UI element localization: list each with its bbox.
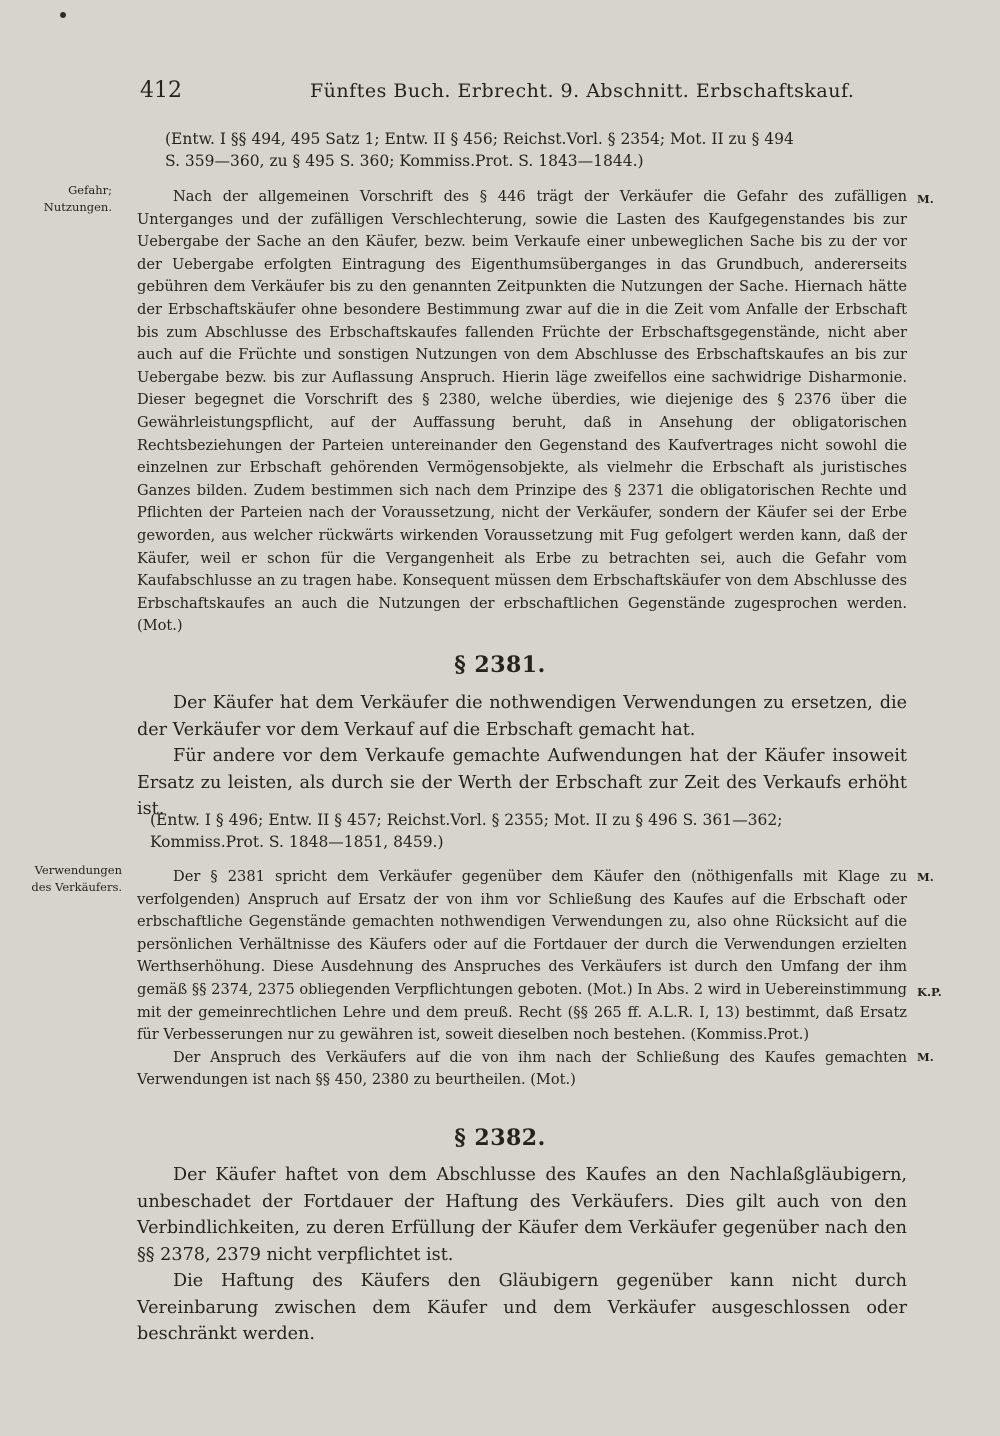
section-2382-text: Der Käufer haftet von dem Abschlusse des Kaufes an den Nachlaßgläubigern, unbeschadet der Fortdauer der Haftung des Verkäufers. Dies gilt auch von den Verbindlichkeiten, zu deren Erfüllung der Käufer dem Verkäufer gegenüber nach den §§ 2378, 2379 nicht verpflichtet ist. Die Haftung des Käufers den Gläubigern gegenüber kann nicht durch Vereinbarung zwischen dem Käufer und dem Verkäufer ausgeschlossen oder beschränkt werden. [137, 1165, 907, 1344]
margin-mark-m1: M. [917, 192, 934, 206]
page-number: 412 [140, 78, 182, 103]
section-2381-text: Der Käufer hat dem Verkäufer die nothwendigen Verwendungen zu ersetzen, die der Verkäufer vor dem Verkauf auf die Erbschaft gemacht hat. Für andere vor dem Verkaufe gemachte Aufwendungen hat der Käufer insoweit Ersatz zu leisten, als durch sie der Werth der Erbschaft zur Zeit des Verkaufs erhöht ist. [137, 693, 907, 819]
ink-spot [60, 12, 66, 18]
commentary-paragraph-2: Der § 2381 spricht dem Verkäufer gegenüber dem Käufer den (nöthigenfalls mit Klage zu verfolgenden) Anspruch auf Ersatz der von ihm vor Schließung des Kaufes auf die Erbschaft oder erbschaftliche Gegenstände gemachten nothwendigen Verwendungen zu, also ohne Rücksicht auf die persönlichen Verhältnisse des Käufers oder auf die Fortdauer der durch die Verwendungen erzielten Werthserhöhung. Diese Ausdehnung des Anspruches des Verkäufers ist durch den Umfang der ihm gemäß §§ 2374, 2375 obliegenden Verpflichtungen geboten. (Mot.) In Abs. 2 wird in Uebereinstimmung mit der gemeinrechtlichen Lehre und dem preuß. Recht (§§ 265 ff. A.L.R. I, 13) bestimmt, daß Ersatz für Verbesserungen nur zu gewähren ist, soweit dieselben noch bestehen. (Kommiss.Prot.) Der Anspruch des Verkäufers auf die von ihm nach der Schließung des Kaufes gemachten Verwendungen ist nach §§ 450, 2380 zu beurtheilen. (Mot.) [137, 868, 907, 1089]
margin-mark-m3: M. [917, 1050, 934, 1064]
commentary-paragraph-1: Nach der allgemeinen Vorschrift des § 446 trägt der Verkäufer die Gefahr des zufälligen Unterganges und der zufälligen Verschlechterung, sowie die Lasten des Kaufgegenstandes bis zur Uebergabe der Sache an den Käufer, bezw. beim Verkaufe einer unbeweglichen Sache bis zu der vor der Uebergabe erfolgten Eintragung des Eigenthumsüberganges in das Grundbuch, andererseits gebühren dem Verkäufer bis zu den genannten Zeitpunkten die Nutzungen der Sache. Hiernach hätte der Erbschaftskäufer ohne besondere Bestimmung zwar auf die in die Zeit vom Anfalle der Erbschaft bis zum Abschlusse des Erbschaftskaufes fallenden Früchte der Erbschaftsgegenstände, nicht aber auch auf die Früchte und sonstigen Nutzungen von dem Abschlusse des Erbschaftskaufes an bis zur Uebergabe bezw. bis zur Auflassung Anspruch. Hierin läge zweifellos eine sachwidrige Disharmonie. Dieser begegnet die Vorschrift des § 2380, welche überdies, wie diejenige des § 2376 über die Gewährleistungspflicht, auf der Auffassung beruht, daß in Ansehung der obligatorischen Rechtsbeziehungen der Parteien untereinander den Gegenstand des Kaufvertrages nicht sowohl die einzelnen zur Erbschaft gehörenden Vermögensobjekte, als vielmehr die Erbschaft als juristisches Ganzes bilden. Zudem bestimmen sich nach dem Prinzipe des § 2371 die obligatorischen Rechte und Pflichten der Parteien nach der Voraussetzung, nicht der Verkäufer, sondern der Käufer sei der Erbe geworden, aus welcher rückwärts wirkenden Voraussetzung mit Fug gefolgert werden kann, daß der Käufer, weil er schon für die Vergangenheit als Erbe zu betrachten sei, auch die Gefahr vom Kaufabschlusse an zu tragen habe. Konsequent müssen dem Erbschaftskäufer von dem Abschlusse des Erbschaftskaufes an auch die Nutzungen der erbschaftlichen Gegenstände zugesprochen werden. (Mot.) [137, 188, 907, 635]
reference-note-1: (Entw. I §§ 494, 495 Satz 1; Entw. II § 456; Reichst.Vorl. § 2354; Mot. II zu § 494 S. 359—360, zu § 495 S. 360; Kommiss.Prot. S. 1843—1844.) [165, 130, 794, 170]
section-heading-2382: § 2382. [454, 1125, 546, 1151]
reference-note-2: (Entw. I § 496; Entw. II § 457; Reichst.Vorl. § 2355; Mot. II zu § 496 S. 361—362; Kommiss.Prot. S. 1848—1851, 8459.) [150, 811, 783, 851]
section-heading-2381: § 2381. [454, 652, 546, 678]
margin-note-verwendungen: Verwendungen des Verkäufers. [31, 863, 122, 894]
running-title: Fünftes Buch. Erbrecht. 9. Abschnitt. Erbschaftskauf. [310, 80, 855, 102]
margin-note-gefahr: Gefahr; Nutzungen. [43, 183, 112, 214]
margin-mark-kp: K.P. [917, 985, 942, 999]
margin-mark-m2: M. [917, 870, 934, 884]
